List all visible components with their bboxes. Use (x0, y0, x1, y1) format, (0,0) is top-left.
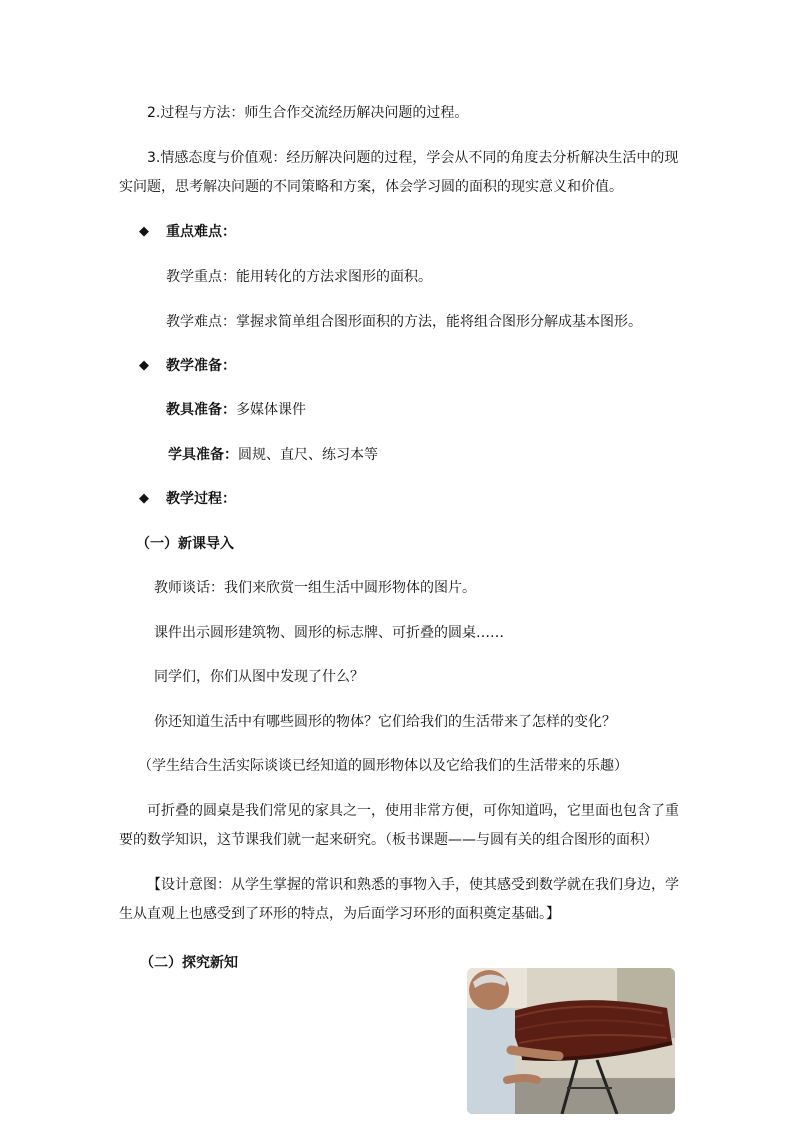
teaching-focus: 教学重点：能用转化的方法求图形的面积。 (166, 269, 432, 285)
paragraph-teacher-talk: 教师谈话：我们来欣赏一组生活中圆形物体的图片。 (154, 580, 476, 596)
section-explore-new: （二）探究新知 (140, 955, 238, 971)
paragraph-student-note: （学生结合生活实际谈谈已经知道的圆形物体以及它给我们的生活带来的乐趣） (138, 758, 628, 774)
teaching-difficulty: 教学难点：掌握求简单组合图形面积的方法，能将组合图形分解成基本图形。 (166, 314, 642, 330)
diamond-bullet-icon: ◆ (139, 358, 149, 373)
diamond-bullet-icon: ◆ (139, 491, 149, 506)
objective-emotion-line1: 3.情感态度与价值观：经历解决问题的过程，学会从不同的角度去分析解决生活中的现 (147, 150, 679, 166)
section-new-lesson-intro: （一）新课导入 (136, 536, 234, 552)
paragraph-question1: 同学们，你们从图中发现了什么？ (154, 669, 364, 685)
design-intent-line1: 【设计意图：从学生掌握的常识和熟悉的事物入手，使其感受到数学就在我们身边，学 (147, 877, 679, 893)
process-heading: 教学过程： (166, 491, 236, 507)
preparation-heading: 教学准备： (166, 358, 236, 374)
student-preparation-value: 圆规、直尺、练习本等 (238, 447, 378, 463)
key-points-heading: 重点难点： (166, 224, 236, 240)
paragraph-question2: 你还知道生活中有哪些圆形的物体？它们给我们的生活带来了怎样的变化？ (154, 714, 616, 730)
diamond-bullet-icon: ◆ (139, 224, 149, 239)
teacher-preparation (166, 400, 306, 420)
folding-table-photo (467, 968, 675, 1114)
teacher-preparation-value: 多媒体课件 (236, 402, 306, 418)
paragraph-courseware: 课件出示圆形建筑物、圆形的标志牌、可折叠的圆桌…… (154, 625, 504, 641)
student-preparation (168, 445, 378, 465)
paragraph-folding-table-line2: 要的数学知识，这节课我们就一起来研究。（板书课题——与圆有关的组合图形的面积） (119, 832, 658, 848)
objective-emotion-line2: 实问题，思考解决问题的不同策略和方案，体会学习圆的面积的现实意义和价值。 (119, 179, 623, 195)
paragraph-folding-table-line1: 可折叠的圆桌是我们常见的家具之一，使用非常方便，可你知道吗，它里面也包含了重 (147, 803, 679, 819)
teacher-preparation-label: 教具准备： (166, 402, 236, 418)
student-preparation-label: 学具准备： (168, 447, 238, 463)
design-intent-line2: 生从直观上也感受到了环形的特点，为后面学习环形的面积奠定基础。】 (119, 906, 560, 922)
objective-process-method: 2.过程与方法：师生合作交流经历解决问题的过程。 (147, 105, 469, 121)
